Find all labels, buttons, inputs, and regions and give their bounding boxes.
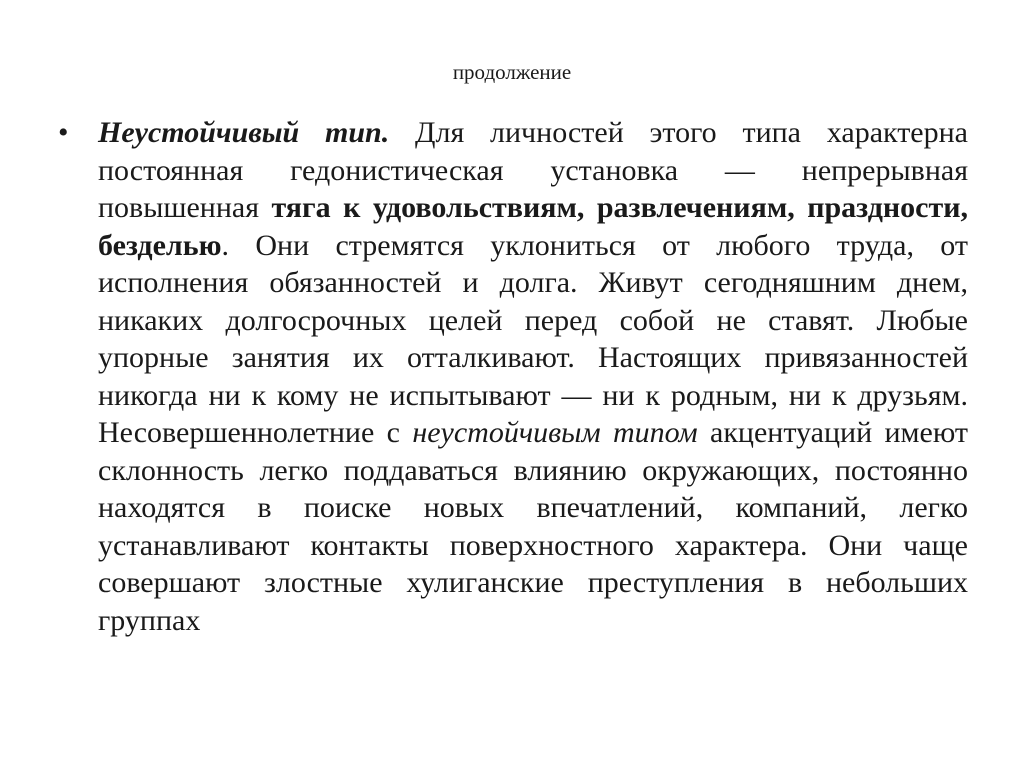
bold-phrase: тяга к удовольствиям, развлечениям, праздности, безделью (98, 191, 968, 262)
type-term: Неустойчивый тип. (98, 116, 390, 149)
bullet-icon: • (58, 116, 69, 149)
paragraph-text-1: Для личностей этого типа характерна постоянная гедонистическая установка — непрерывная повышенная (98, 116, 968, 224)
slide-title: продолжение (452, 60, 572, 84)
italic-phrase: неустойчивым типом (412, 416, 698, 449)
paragraph-text-2: . Они стремятся уклониться от любого труда, от исполнения обязанностей и долга. Живут сегодняшним днем, никаких долгосрочных целей перед собой не ставят. Любые упорные занятия их отталкивают. Настоящих привязанностей никогда ни к кому не испытывают — ни к родным, ни к друзьям. Несовершеннолетние с (98, 228, 968, 449)
bullet-item (58, 114, 968, 639)
paragraph-text-3: акцентуаций имеют склонность легко поддаваться влиянию окружающих, постоянно находятся в поиске новых впечатлений, компаний, легко устанавливают контакты поверхностного характера. Они чаще совершают злостные хулиганские преступления в небольших группах (98, 416, 968, 637)
bullet-paragraph (98, 114, 968, 639)
